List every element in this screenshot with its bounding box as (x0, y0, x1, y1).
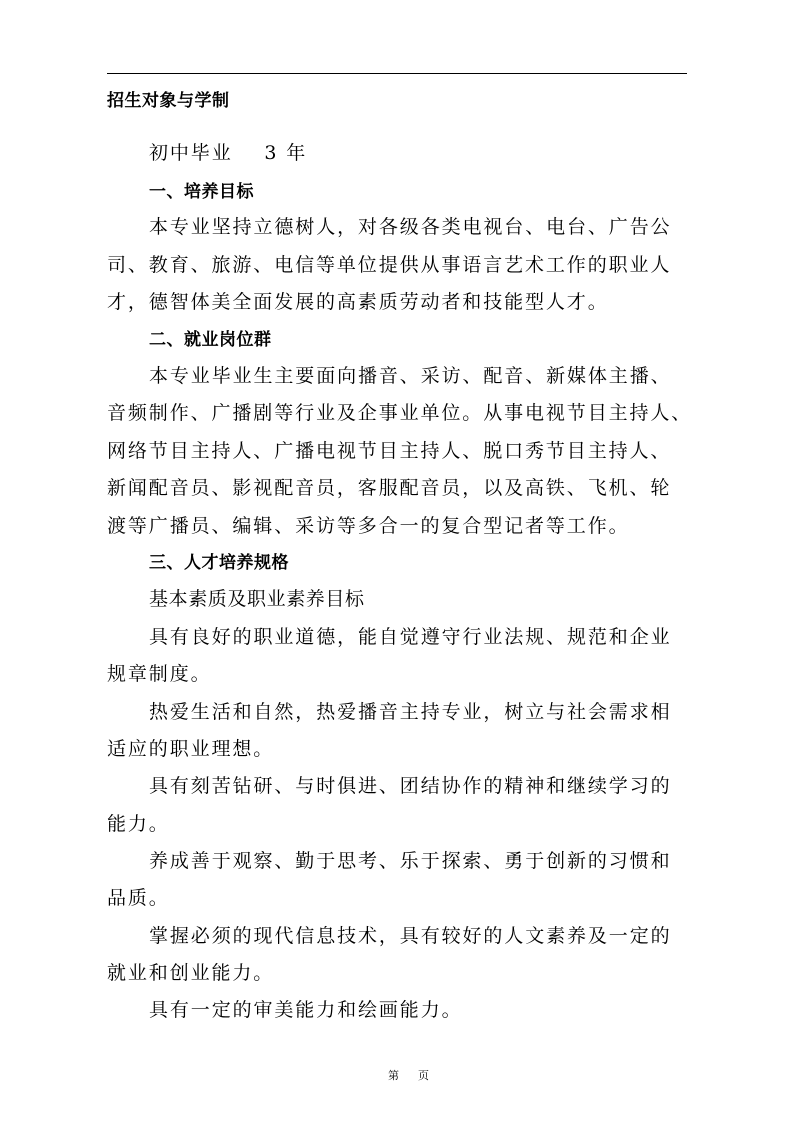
qualification-line: 就业和创业能力。 (107, 962, 275, 984)
qualification-line: 规章制度。 (107, 663, 212, 685)
doc-heading: 招生对象与学制 (107, 91, 230, 111)
header-rule (107, 73, 687, 74)
qualification-line: 品质。 (107, 887, 170, 909)
section-title-1: 一、培养目标 (149, 182, 254, 202)
qualification-line: 具有刻苦钻研、与时俱进、团结协作的精神和继续学习的 (149, 775, 672, 797)
qualification-line: 热爱生活和自然，热爱播音主持专业，树立与社会需求相 (149, 701, 672, 723)
entry-line: 初中毕业 3 年 (149, 142, 308, 164)
section-1-line: 本专业坚持立德树人，对各级各类电视台、电台、广告公 (149, 216, 672, 238)
section-title-2: 二、就业岗位群 (149, 330, 272, 350)
section-title-3: 三、人才培养规格 (149, 553, 289, 573)
section-2-line: 新闻配音员、影视配音员，客服配音员，以及高铁、飞机、轮 (107, 477, 672, 499)
qualification-line: 能力。 (107, 813, 170, 835)
section-2-line: 渡等广播员、编辑、采访等多合一的复合型记者等工作。 (107, 515, 630, 537)
section-1-line: 司、教育、旅游、电信等单位提供从事语言艺术工作的职业人 (107, 254, 672, 276)
section-2-line: 音频制作、广播剧等行业及企事业单位。从事电视节目主持人、 (107, 402, 693, 424)
qualification-line: 具有良好的职业道德，能自觉遵守行业法规、规范和企业 (149, 626, 672, 648)
section-2-line: 网络节目主持人、广播电视节目主持人、脱口秀节目主持人、 (107, 440, 672, 462)
qualification-line: 养成善于观察、勤于思考、乐于探索、勇于创新的习惯和 (149, 850, 672, 872)
qualification-line: 掌握必须的现代信息技术，具有较好的人文素养及一定的 (149, 925, 672, 947)
section-2-line: 本专业毕业生主要面向播音、采访、配音、新媒体主播、 (149, 365, 672, 387)
section-1-line: 才，德智体美全面发展的高素质劳动者和技能型人才。 (107, 291, 609, 313)
qualification-line: 具有一定的审美能力和绘画能力。 (149, 999, 463, 1021)
page-footer: 第 页 (388, 1069, 430, 1082)
qualification-line: 适应的职业理想。 (107, 738, 275, 760)
section-3-subtitle: 基本素质及职业素养目标 (149, 588, 365, 610)
